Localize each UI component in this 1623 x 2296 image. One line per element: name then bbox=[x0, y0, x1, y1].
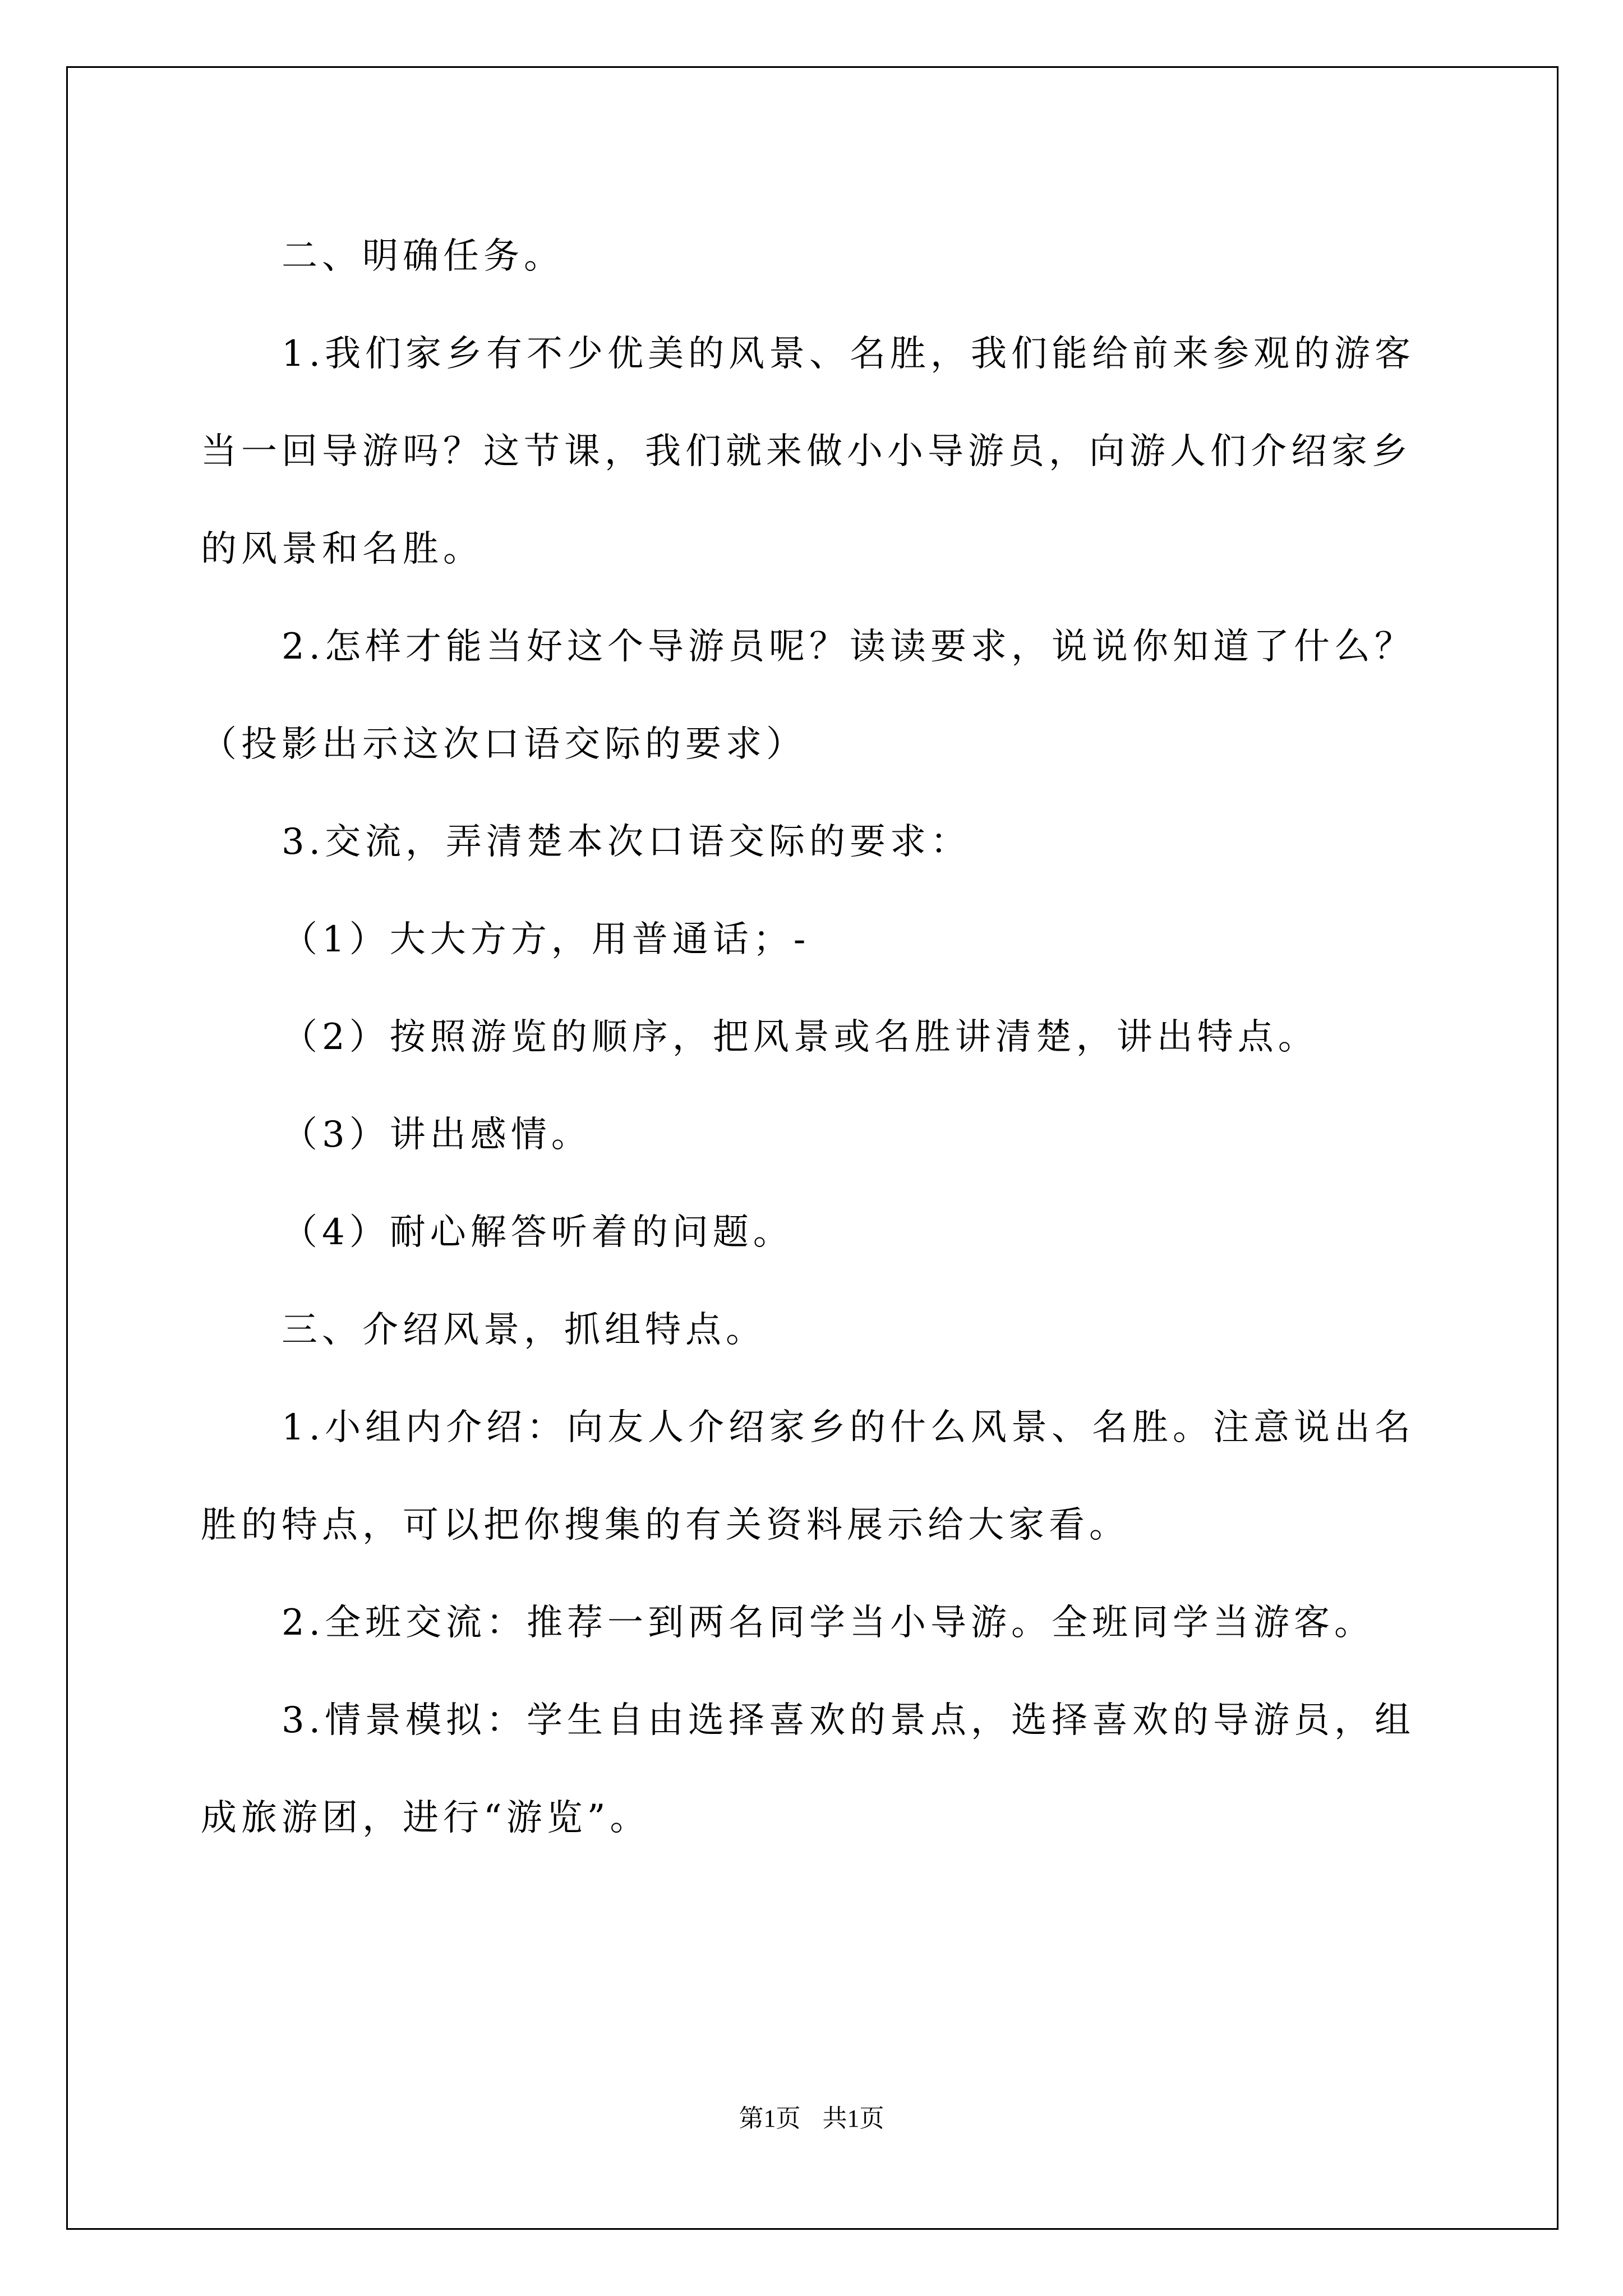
paragraph-step-3: 3.情景模拟：学生自由选择喜欢的景点，选择喜欢的导游员，组成旅游团，进行“游览”。 bbox=[201, 1700, 1415, 1839]
page-footer bbox=[0, 2098, 1623, 2134]
paragraph-projection-note: （投影出示这次口语交际的要求） bbox=[201, 724, 806, 765]
requirement-item-3: （3）讲出感情。 bbox=[282, 1114, 592, 1156]
section-heading-2: 二、明确任务。 bbox=[282, 236, 564, 277]
paragraph-task-1: 1.我们家乡有不少优美的风景、名胜，我们能给前来参观的游客当一回导游吗？这节课，我们就来做小小导游员，向游人们介绍家乡的风景和名胜。 bbox=[201, 333, 1415, 570]
document-body bbox=[201, 208, 1435, 1867]
paragraph-step-2: 2.全班交流：推荐一到两名同学当小导游。全班同学当游客。 bbox=[282, 1602, 1375, 1644]
section-heading-3: 三、介绍风景，抓组特点。 bbox=[282, 1309, 766, 1351]
page-number-current: 第1页 bbox=[739, 2105, 801, 2132]
page-number-total: 共1页 bbox=[822, 2105, 884, 2132]
paragraph-task-3: 3.交流，弄清楚本次口语交际的要求： bbox=[282, 821, 971, 863]
requirement-item-2: （2）按照游览的顺序，把风景或名胜讲清楚，讲出特点。 bbox=[282, 1016, 1318, 1058]
paragraph-task-2: 2.怎样才能当好这个导游员呢？读读要求，说说你知道了什么？ bbox=[282, 626, 1415, 668]
requirement-item-1: （1）大大方方，用普通话；- bbox=[282, 919, 810, 960]
requirement-item-4: （4）耐心解答听着的问题。 bbox=[282, 1212, 794, 1253]
paragraph-step-1: 1.小组内介绍：向友人介绍家乡的什么风景、名胜。注意说出名胜的特点，可以把你搜集的有关资料展示给大家看。 bbox=[201, 1407, 1415, 1546]
